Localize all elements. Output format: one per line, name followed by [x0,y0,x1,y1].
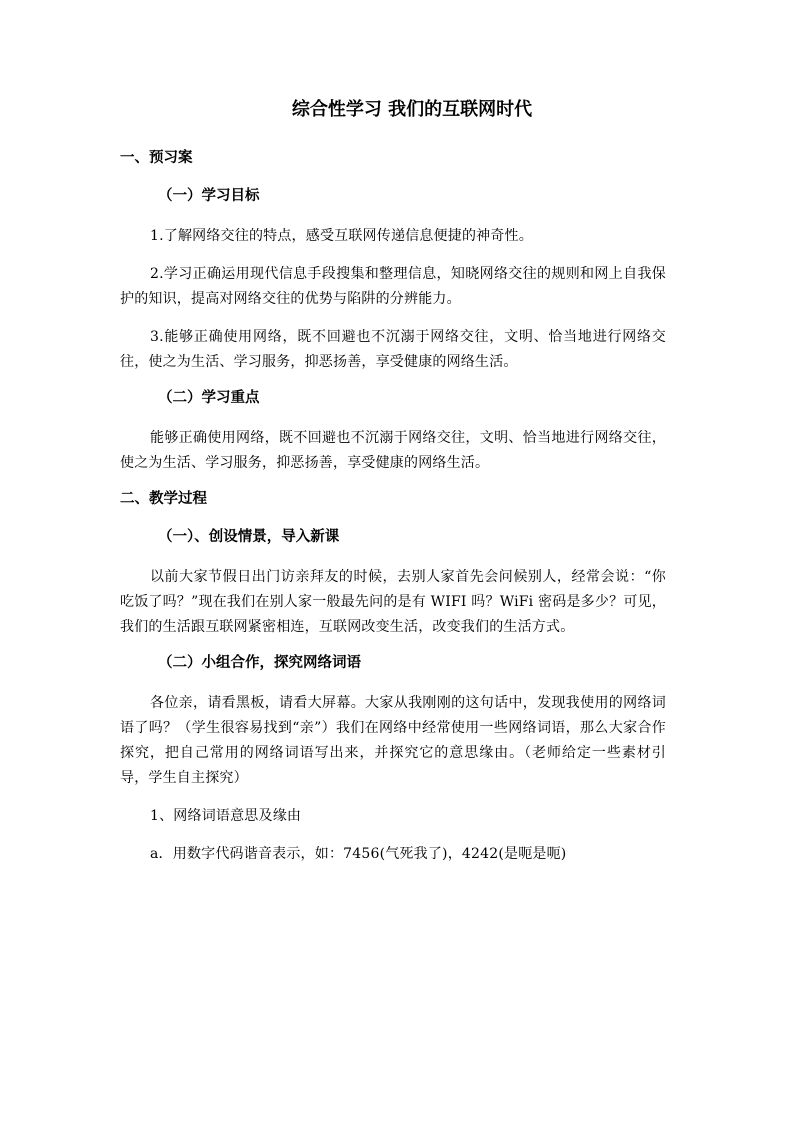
subsection-heading-group-work: （二）小组合作，探究网络词语 [158,655,361,671]
intro-paragraph: 以前大家节假日出门访亲拜友的时候，去别人家首先会问候别人，经常会说：“你吃饭了吗？”现在我们在别人家一般最先问的是有 WIFI 吗？WiFi 密码是多少？可见，我们的生活跟互联网紧密相连，互联网改变生活，改变我们的生活方式。 [120,569,666,635]
goal-item-1: 1.了解网络交往的特点，感受互联网传递信息便捷的神奇性。 [150,228,533,244]
point-1: 1、网络词语意思及缘由 [150,808,302,824]
document-title: 综合性学习 我们的互联网时代 [291,99,533,120]
subsection-heading-goals: （一）学习目标 [158,188,260,204]
section-heading-preview: 一、预习案 [120,150,193,166]
subsection-heading-intro: （一）、创设情景，导入新课 [158,529,340,545]
section-heading-process: 二、教学过程 [120,491,207,507]
focus-paragraph: 能够正确使用网络，既不回避也不沉溺于网络交往，文明、恰当地进行网络交往，使之为生活、学习服务，抑恶扬善，享受健康的网络生活。 [120,430,666,471]
point-a: a．用数字代码谐音表示，如：7456(气死我了)，4242(是呃是呃) [150,846,567,862]
goal-item-2: 2.学习正确运用现代信息手段搜集和整理信息，知晓网络交往的规则和网上自我保护的知识，提高对网络交往的优势与陷阱的分辨能力。 [120,266,666,307]
subsection-heading-focus: （二）学习重点 [158,390,260,406]
group-work-paragraph: 各位亲，请看黑板，请看大屏幕。大家从我刚刚的这句话中，发现我使用的网络词语了吗？（学生很容易找到“亲”）我们在网络中经常使用一些网络词语，那么大家合作探究，把自己常用的网络词语写出来，并探究它的意思缘由。（老师给定一些素材引导，学生自主探究） [120,695,666,786]
document-page [120,96,666,880]
goal-item-3: 3.能够正确使用网络，既不回避也不沉溺于网络交往，文明、恰当地进行网络交往，使之为生活、学习服务，抑恶扬善，享受健康的网络生活。 [120,329,666,370]
